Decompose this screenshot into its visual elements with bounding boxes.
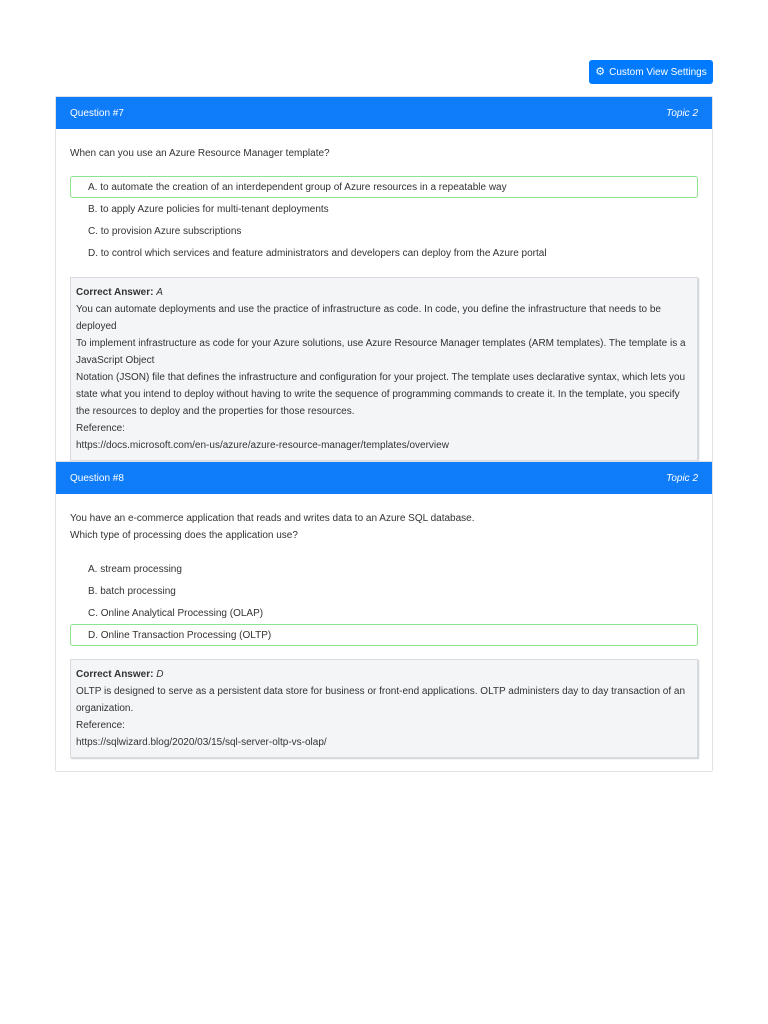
choice-b[interactable]: B. to apply Azure policies for multi-tenant deployments	[88, 203, 329, 215]
explanation-line: To implement infrastructure as code for your Azure solutions, use Azure Resource Manager templates (ARM templates). The template is a JavaScript Object	[76, 338, 686, 366]
correct-answer-box	[70, 277, 698, 461]
reference-label: Reference:	[76, 423, 125, 434]
correct-answer-label: Correct Answer:	[76, 287, 154, 298]
choice-c[interactable]: C. Online Analytical Processing (OLAP)	[88, 607, 264, 619]
explanation-line: You can automate deployments and use the practice of infrastructure as code. In code, you define the infrastructure that needs to be deployed	[76, 304, 661, 332]
gear-icon: ⚙	[595, 65, 606, 78]
choice-a[interactable]: A. stream processing	[88, 563, 182, 575]
question-card	[55, 96, 713, 475]
choice-list	[70, 558, 698, 646]
explanation-line: Notation (JSON) file that defines the infrastructure and configuration for your project. The template uses declarative syntax, which lets you state what you intend to deploy without having to write the sequence of programming commands to create it. In the template, you specify the resources to deploy and the properties for those resources.	[76, 372, 686, 417]
choice-list	[70, 176, 698, 264]
correct-answer-line	[76, 284, 691, 301]
question-number: Question #8	[70, 472, 124, 484]
correct-answer-label: Correct Answer:	[76, 669, 154, 680]
reference-link[interactable]: https://docs.microsoft.com/en-us/azure/azure-resource-manager/templates/overview	[76, 440, 449, 451]
question-text-line: When can you use an Azure Resource Manager template?	[70, 148, 330, 159]
question-text	[70, 510, 698, 544]
correct-answer-value: D	[156, 669, 164, 680]
question-body	[56, 129, 712, 474]
choice-c[interactable]: C. to provision Azure subscriptions	[88, 225, 242, 237]
question-text	[70, 145, 698, 162]
question-card	[55, 461, 713, 772]
choice-d[interactable]: D. Online Transaction Processing (OLTP)	[70, 624, 698, 646]
correct-answer-value: A	[156, 287, 163, 298]
choice-a[interactable]: A. to automate the creation of an interdependent group of Azure resources in a repeatable way	[70, 176, 698, 198]
question-header	[56, 97, 712, 129]
question-body	[56, 494, 712, 771]
custom-view-settings-label: Custom View Settings	[609, 66, 707, 78]
question-topic: Topic 2	[666, 472, 698, 484]
reference-label: Reference:	[76, 720, 125, 731]
question-text-line: Which type of processing does the application use?	[70, 530, 298, 541]
question-number: Question #7	[70, 107, 124, 119]
question-header	[56, 462, 712, 494]
question-text-line: You have an e-commerce application that reads and writes data to an Azure SQL database.	[70, 513, 475, 524]
reference-link[interactable]: https://sqlwizard.blog/2020/03/15/sql-server-oltp-vs-olap/	[76, 737, 327, 748]
correct-answer-line	[76, 666, 691, 683]
explanation-line: OLTP is designed to serve as a persistent data store for business or front-end applications. OLTP administers day to day transaction of an organization.	[76, 686, 686, 714]
question-topic: Topic 2	[666, 107, 698, 119]
custom-view-settings-button[interactable]	[589, 60, 713, 84]
choice-d[interactable]: D. to control which services and feature administrators and developers can deploy from the Azure portal	[88, 247, 547, 259]
correct-answer-box	[70, 659, 698, 758]
choice-b[interactable]: B. batch processing	[88, 585, 176, 597]
